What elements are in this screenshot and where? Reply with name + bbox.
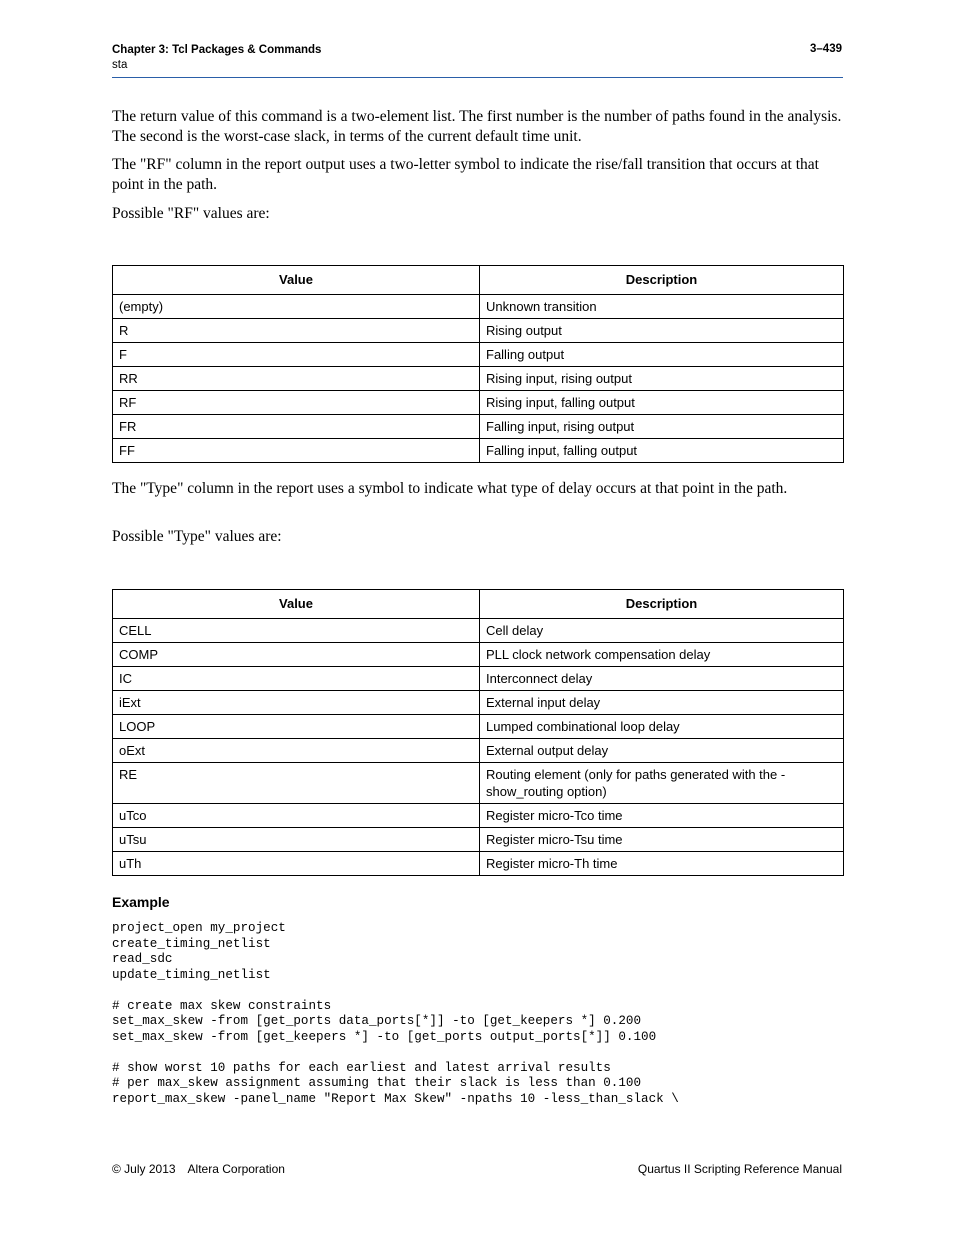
type-values-table [112,589,844,876]
table-cell-description: External input delay [480,691,844,715]
page-number: 3–439 [810,43,842,55]
section-name: sta [112,59,128,71]
table-cell-value: (empty) [113,295,480,319]
table-cell-value: F [113,343,480,367]
column-header-value: Value [113,266,480,295]
table-header-row [113,266,844,295]
table-cell-description: Interconnect delay [480,667,844,691]
table-row [113,319,844,343]
example-code-block: project_open my_project create_timing_netlist read_sdc update_timing_netlist # create max skew constraints set_max_skew -from [get_ports data_ports[*]] -to [get_keepers *] 0.200 set_max_skew -from [get_keepers *] -to [get_ports output_ports[*]] 0.100 # show worst 10 paths for each earliest and latest arrival results # per max_skew assignment assuming that their slack is less than 0.100 report_max_skew -panel_name "Report Max Skew" -npaths 10 -less_than_slack \ [112,921,679,1106]
table-row [113,643,844,667]
column-header-description: Description [480,590,844,619]
table-cell-value: LOOP [113,715,480,739]
example-heading: Example [112,894,170,910]
table-row [113,439,844,463]
table-cell-value: COMP [113,643,480,667]
table-cell-value: IC [113,667,480,691]
table-cell-value: R [113,319,480,343]
table-cell-description: Rising output [480,319,844,343]
paragraph-type-column: The "Type" column in the report uses a symbol to indicate what type of delay occurs at that point in the path. [112,480,788,497]
table-row [113,739,844,763]
rf-values-table [112,265,844,463]
table-cell-value: uTco [113,804,480,828]
table-row [113,852,844,876]
paragraph-return-value: The return value of this command is a two-element list. The first number is the number of paths found in the analysis. The second is the worst-case slack, in terms of the current default time unit. [112,108,842,145]
running-header [112,43,321,73]
table-cell-description: Register micro-Tsu time [480,828,844,852]
table-row [113,763,844,804]
chapter-title: Chapter 3: Tcl Packages & Commands [112,44,322,56]
table-row [113,415,844,439]
table-row [113,804,844,828]
table-row [113,367,844,391]
table-row [113,391,844,415]
table-cell-description: Routing element (only for paths generated with the -show_routing option) [480,763,844,804]
paragraph-rf-values: Possible "RF" values are: [112,205,270,222]
table-cell-value: RE [113,763,480,804]
table-cell-description: Register micro-Th time [480,852,844,876]
table-row [113,715,844,739]
table-cell-value: iExt [113,691,480,715]
table-cell-value: RR [113,367,480,391]
table-row [113,828,844,852]
table-cell-description: Cell delay [480,619,844,643]
table-cell-description: Lumped combinational loop delay [480,715,844,739]
paragraph-rf-column: The "RF" column in the report output uses a two-letter symbol to indicate the rise/fall transition that occurs at that point in the path. [112,156,819,193]
table-cell-description: Rising input, falling output [480,391,844,415]
table-cell-value: RF [113,391,480,415]
table-row [113,619,844,643]
table-cell-description: Falling input, rising output [480,415,844,439]
header-rule [112,77,843,78]
paragraph-type-values: Possible "Type" values are: [112,528,282,545]
table-cell-value: FR [113,415,480,439]
table-cell-value: FF [113,439,480,463]
table-cell-value: uTsu [113,828,480,852]
table-cell-description: Falling input, falling output [480,439,844,463]
footer-copyright: © July 2013 [112,1162,176,1176]
table-cell-description: Rising input, rising output [480,367,844,391]
table-cell-description: Unknown transition [480,295,844,319]
table-row [113,343,844,367]
table-cell-value: oExt [113,739,480,763]
table-cell-value: CELL [113,619,480,643]
column-header-value: Value [113,590,480,619]
table-cell-description: PLL clock network compensation delay [480,643,844,667]
column-header-description: Description [480,266,844,295]
table-row [113,295,844,319]
table-cell-description: Falling output [480,343,844,367]
table-header-row [113,590,844,619]
footer-company: Altera Corporation [187,1162,285,1176]
footer-manual-title: Quartus II Scripting Reference Manual [637,1162,842,1176]
table-cell-value: uTh [113,852,480,876]
table-row [113,691,844,715]
table-row [113,667,844,691]
table-cell-description: Register micro-Tco time [480,804,844,828]
footer-left [112,1162,285,1176]
table-cell-description: External output delay [480,739,844,763]
